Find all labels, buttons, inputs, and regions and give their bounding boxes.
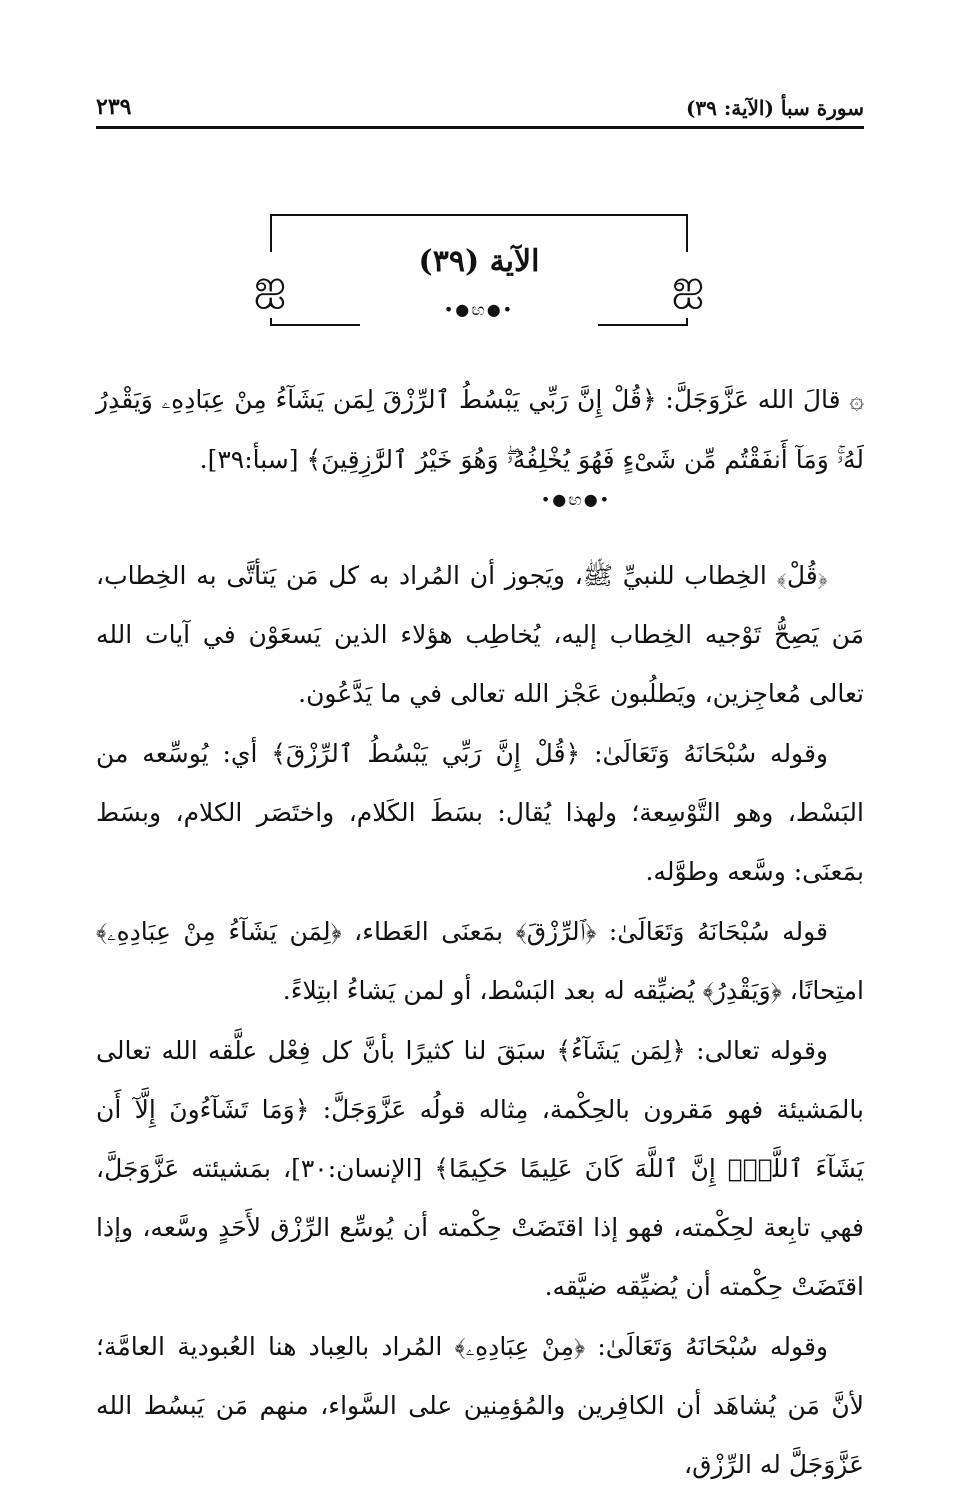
commentary-paragraph: وقوله سُبْحَانَهُ وَتَعَالَىٰ: ﴿قُلْ إِنَّ رَبِّي يَبْسُطُ ٱلرِّزْقَ﴾ أي: يُوسِّعه من البَسْط، وهو التَّوْسِعة؛ ولهذا يُقال: بسَطَ الكَلام، واختَصَر الكلام، وبسَط بمَعنَى: وسَّعه وطوَّله. — [96, 739, 864, 886]
section-divider-ornament: •●ඟ●• — [540, 490, 612, 509]
running-header — [96, 96, 864, 129]
frame-bottom-right-border — [598, 324, 688, 326]
frame-bottom-left-border — [270, 324, 360, 326]
surah-header-title: سورة سبأ (الآية: ٣٩) — [685, 96, 864, 120]
commentary-paragraph: قوله سُبْحَانَهُ وَتَعَالَىٰ: ﴿ٱلرِّزْقَ﴾ بمَعنَى العَطاء، ﴿لِمَن يَشَآءُ مِنْ عِبَادِهِۦ﴾ امتِحانًا، ﴿وَيَقْدِرُ﴾ يُضيِّقه له بعد البَسْط، أو لمن يَشاءُ ابتِلاءً. — [96, 917, 864, 1005]
commentary — [96, 546, 864, 1495]
ornamental-knot-icon: ஐ — [248, 252, 292, 318]
ornamental-knot-icon: ஐ — [666, 252, 710, 318]
commentary-paragraph: وقوله سُبْحَانَهُ وَتَعَالَىٰ: ﴿مِنْ عِبَادِهِۦ﴾ المُراد بالعِباد هنا العُبودية العامَّة؛ لأنَّ مَن يُشاهَد أن الكافِرين والمُؤمِنين على السَّواء، منهم مَن يَبسُط الله عَزَّوَجَلَّ له الرِّزْق، — [96, 1332, 864, 1479]
page-number: ٢٣٩ — [96, 94, 132, 120]
quran-verse: ۞ قالَ الله عَزَّوَجَلَّ: ﴿قُلْ إِنَّ رَبِّي يَبْسُطُ ٱلرِّزْقَ لِمَن يَشَآءُ مِنْ عِبَادِهِۦ وَيَقْدِرُ لَهُۥۚ وَمَآ أَنفَقْتُم مِّن شَىْءٍ فَهُوَ يُخْلِفُهُۥۖ وَهُوَ خَيْرُ ٱلرَّٰزِقِينَ﴾ [سبأ:٣٩]. — [96, 385, 864, 474]
ayah-title: الآية (٣٩) — [418, 244, 540, 279]
commentary-paragraph: ﴿قُلْ﴾ الخِطاب للنبيِّ ﷺ، ويَجوز أن المُراد به كل مَن يَتأتَّى به الخِطاب، مَن يَصِحُّ تَوْجيه الخِطاب إليه، يُخاطِب هؤلاء الذين يَسعَوْن في آيات الله تعالى مُعاجِزين، ويَطلُبون عَجْز الله تعالى في ما يَدَّعُون. — [96, 561, 865, 708]
commentary-paragraph: وقوله تعالى: ﴿لِمَن يَشَآءُ﴾ سبَقَ لنا كثيرًا بأنَّ كل فِعْل علَّقه الله تعالى بالمَشيئة فهو مَقرون بالحِكْمة، مِثاله قولُه عَزَّوَجَلَّ: ﴿وَمَا تَشَآءُونَ إِلَّآ أَن يَشَآءَ ٱللَّهُۚ إِنَّ ٱللَّهَ كَانَ عَلِيمًا حَكِيمًا﴾ [الإنسان:٣٠]، بمَشيئته عَزَّوَجَلَّ، فهي تابِعة لحِكْمته، فهو إذا اقتَضَتْ حِكْمته أن يُوسِّع الرِّزْق لأَحَدٍ وسَّعه، وإذا اقتَضَتْ حِكْمته أن يُضيِّقه ضيَّقه. — [96, 1036, 864, 1301]
heading-ornament: •●ඟ●• — [443, 300, 515, 319]
ayah-heading-frame — [253, 214, 705, 326]
